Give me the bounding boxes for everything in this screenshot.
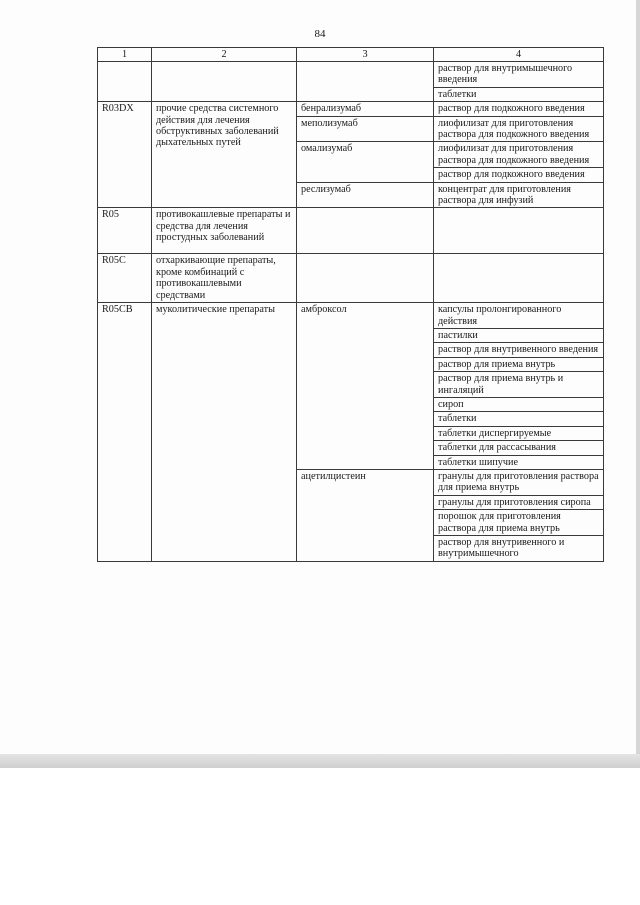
dosage-form-cell: концентрат для приготовления раствора для инфузий (434, 182, 604, 208)
dosage-form-cell: пастилки (434, 328, 604, 342)
column-header: 2 (152, 48, 297, 62)
drug-name-cell: меполизумаб (297, 116, 434, 142)
table-row (98, 254, 604, 303)
dosage-form-cell: капсулы пролонгированного действия (434, 303, 604, 329)
atc-code-cell: R03DX (98, 102, 152, 208)
dosage-form-cell: таблетки (434, 412, 604, 426)
scan-right-edge (636, 0, 640, 766)
therapeutic-group-cell: противокашлевые препараты и средства для лечения простудных заболеваний (152, 208, 297, 254)
dosage-form-cell: раствор для приема внутрь и ингаляций (434, 372, 604, 398)
dosage-form-cell: порошок для приготовления раствора для приема внутрь (434, 510, 604, 536)
column-header: 4 (434, 48, 604, 62)
therapeutic-group-cell: муколитические препараты (152, 303, 297, 562)
table-body (98, 62, 604, 562)
atc-code-cell: R05CB (98, 303, 152, 562)
dosage-form-cell: раствор для подкожного введения (434, 168, 604, 182)
drug-name-cell (297, 62, 434, 102)
drug-name-cell: ацетилцистеин (297, 469, 434, 561)
drug-name-cell (297, 254, 434, 303)
table-row (98, 303, 604, 329)
drug-name-cell: реслизумаб (297, 182, 434, 208)
scan-bottom-edge (0, 754, 640, 768)
table-row (98, 62, 604, 88)
dosage-form-cell: раствор для внутримышечного введения (434, 62, 604, 88)
dosage-form-cell: лиофилизат для приготовления раствора для подкожного введения (434, 142, 604, 168)
table-row (98, 102, 604, 116)
atc-code-cell: R05C (98, 254, 152, 303)
table-header-row (98, 48, 604, 62)
column-header: 1 (98, 48, 152, 62)
dosage-form-cell: таблетки шипучие (434, 455, 604, 469)
atc-code-cell: R05 (98, 208, 152, 254)
dosage-form-cell: раствор для внутривенного введения (434, 343, 604, 357)
therapeutic-group-cell: отхаркивающие препараты, кроме комбинаций с противокашлевыми средствами (152, 254, 297, 303)
dosage-form-cell: лиофилизат для приготовления раствора для подкожного введения (434, 116, 604, 142)
table-row (98, 208, 604, 254)
dosage-form-cell: раствор для подкожного введения (434, 102, 604, 116)
dosage-form-cell (434, 208, 604, 254)
therapeutic-group-cell (152, 62, 297, 102)
atc-code-cell (98, 62, 152, 102)
dosage-form-cell: таблетки (434, 87, 604, 101)
dosage-form-cell: раствор для приема внутрь (434, 357, 604, 371)
dosage-form-cell (434, 254, 604, 303)
therapeutic-group-cell: прочие средства системного действия для лечения обструктивных заболеваний дыхательных путей (152, 102, 297, 208)
dosage-form-cell: раствор для внутривенного и внутримышечного (434, 536, 604, 562)
dosage-form-cell: таблетки для рассасывания (434, 441, 604, 455)
dosage-form-cell: сироп (434, 397, 604, 411)
drug-name-cell: омализумаб (297, 142, 434, 182)
drug-name-cell (297, 208, 434, 254)
page-number: 84 (314, 28, 326, 40)
drug-name-cell: бенрализумаб (297, 102, 434, 116)
drug-table (97, 47, 604, 562)
column-header: 3 (297, 48, 434, 62)
drug-name-cell: амброксол (297, 303, 434, 470)
dosage-form-cell: гранулы для приготовления раствора для приема внутрь (434, 469, 604, 495)
dosage-form-cell: таблетки диспергируемые (434, 426, 604, 440)
dosage-form-cell: гранулы для приготовления сиропа (434, 495, 604, 509)
